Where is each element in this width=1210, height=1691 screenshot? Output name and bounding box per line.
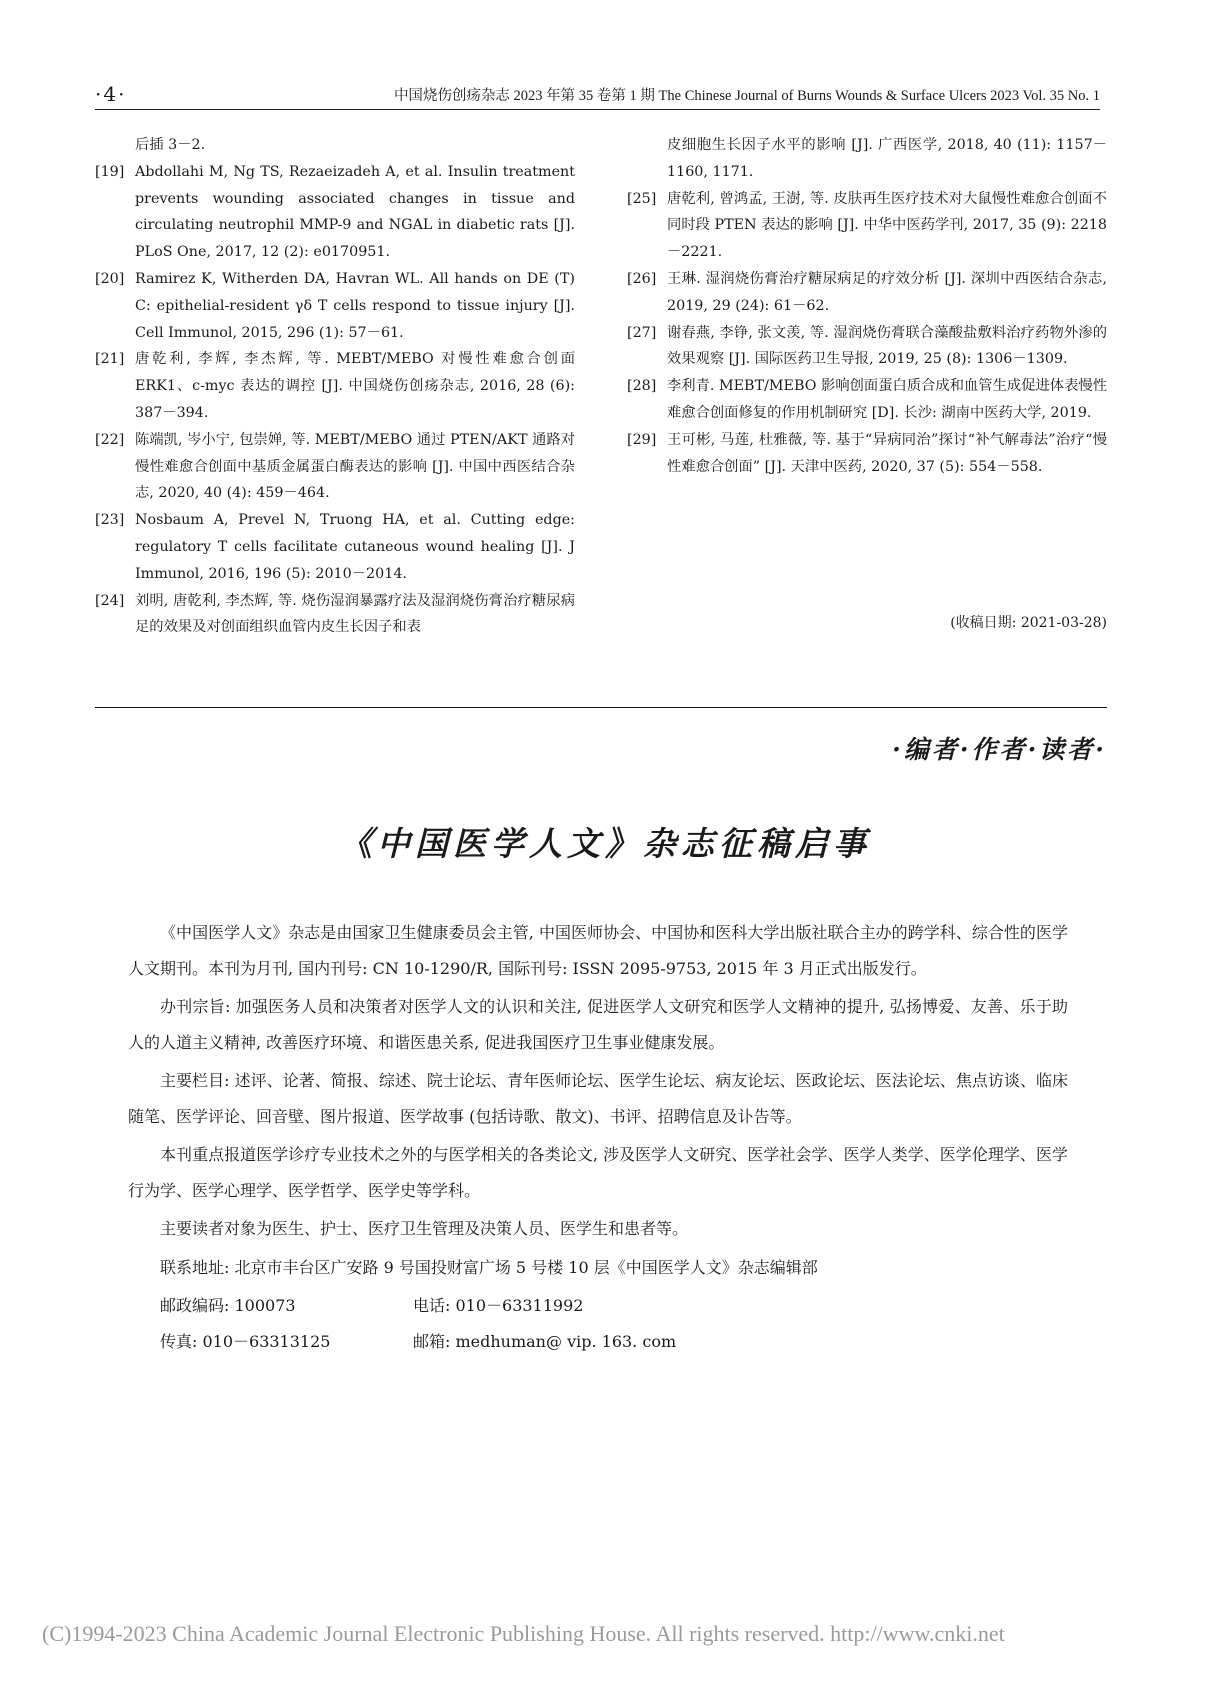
notice-paragraph-intro: 《中国医学人文》杂志是由国家卫生健康委员会主管, 中国医师协会、中国协和医科大学出版社联合主办的跨学科、综合性的医学人文期刊。本刊为月刊, 国内刊号: CN 10-1290/R, 国际刊号: ISSN 2095-9753, 2015 年 3 月正式出版发行。: [128, 923, 1068, 978]
references-left-column: [95, 132, 575, 641]
contact-row-1: [128, 1288, 1068, 1324]
phone: 电话: 010－63311992: [413, 1296, 584, 1315]
received-date: (收稿日期: 2021-03-28): [950, 615, 1107, 631]
reference-26: [26] 王琳. 湿润烧伤膏治疗糖尿病足的疗效分析 [J]. 深圳中西医结合杂志, 2019, 29 (24): 61－62.: [627, 270, 1107, 314]
notice-paragraph-purpose: 办刊宗旨: 加强医务人员和决策者对医学人文的认识和关注, 促进医学人文研究和医学人文精神的提升, 弘扬博爱、友善、乐于助人的人道主义精神, 改善医疗环境、和谐医患关系, 促进我国医疗卫生事业健康发展。: [128, 997, 1068, 1052]
references-right-column: [627, 132, 1107, 480]
page-header: [95, 78, 1100, 110]
postcode: 邮政编码: 100073: [160, 1296, 296, 1315]
contact-row-2: [128, 1324, 1068, 1360]
notice-paragraph-columns: 主要栏目: 述评、论著、简报、综述、院士论坛、青年医师论坛、医学生论坛、病友论坛、医政论坛、医法论坛、焦点访谈、临床随笔、医学评论、回音壁、图片报道、医学故事 (包括诗歌、散文)、书评、招聘信息及讣告等。: [128, 1071, 1068, 1126]
notice-paragraph-readers: 主要读者对象为医生、护士、医疗卫生管理及决策人员、医学生和患者等。: [160, 1219, 689, 1238]
reference-21: [21] 唐乾利, 李辉, 李杰辉, 等. MEBT/MEBO 对慢性难愈合创面 ERK1、c-myc 表达的调控 [J]. 中国烧伤创疡杂志, 2016, 28 (6): 387－394.: [95, 351, 575, 421]
reference-24-continuation: 皮细胞生长因子水平的影响 [J]. 广西医学, 2018, 40 (11): 1157－1160, 1171.: [667, 137, 1107, 180]
notice-body: [128, 915, 1068, 1359]
reference-27: [27] 谢春燕, 李铮, 张文羡, 等. 湿润烧伤膏联合藻酸盐敷料治疗药物外渗的效果观察 [J]. 国际医药卫生导报, 2019, 25 (8): 1306－1309.: [627, 324, 1107, 368]
copyright-footer: (C)1994-2023 China Academic Journal Electronic Publishing House. All rights reserved. http://www.cnki.net: [42, 1621, 1005, 1646]
reference-continuation: 后插 3－2.: [135, 137, 206, 153]
reference-28: [28] 李利青. MEBT/MEBO 影响创面蛋白质合成和血管生成促进体表慢性难愈合创面修复的作用机制研究 [D]. 长沙: 湖南中医药大学, 2019.: [627, 378, 1107, 421]
reference-23: [23] Nosbaum A, Prevel N, Truong HA, et al. Cutting edge: regulatory T cells facilitate cutaneous wound healing [J]. J Immunol, 2016, 196 (5): 2010－2014.: [95, 512, 575, 582]
notice-paragraph-scope: 本刊重点报道医学诊疗专业技术之外的与医学相关的各类论文, 涉及医学人文研究、医学社会学、医学人类学、医学伦理学、医学行为学、医学心理学、医学哲学、医学史等学科。: [128, 1145, 1068, 1200]
reference-22: [22] 陈端凯, 岑小宁, 包崇婵, 等. MEBT/MEBO 通过 PTEN/AKT 通路对慢性难愈合创面中基质金属蛋白酶表达的影响 [J]. 中国中西医结合杂志, 2020, 40 (4): 459－464.: [95, 431, 575, 502]
reference-24: [24] 刘明, 唐乾利, 李杰辉, 等. 烧伤湿润暴露疗法及湿润烧伤膏治疗糖尿病足的效果及对创面组织血管内皮生长因子和表: [95, 592, 575, 636]
running-head: 中国烧伤创疡杂志 2023 年第 35 卷第 1 期 The Chinese Journal of Burns Wounds & Surface Ulcers 2023 Vol. 35 No. 1: [393, 88, 1100, 104]
reference-29: [29] 王可彬, 马莲, 杜雅薇, 等. 基于“异病同治”探讨“补气解毒法”治疗“慢性难愈合创面” [J]. 天津中医药, 2020, 37 (5): 554－558.: [627, 431, 1107, 475]
section-label: ·编者·作者·读者·: [892, 735, 1107, 764]
page-number: ·4·: [95, 82, 127, 106]
notice-paragraph-address: 联系地址: 北京市丰台区广安路 9 号国投财富广场 5 号楼 10 层《中国医学人文》杂志编辑部: [160, 1257, 818, 1277]
reference-19: [19] Abdollahi M, Ng TS, Rezaeizadeh A, et al. Insulin treatment prevents wounding associated changes in tissue and circulating neutrophil MMP-9 and NGAL in diabetic rats [J]. PLoS One, 2017, 12 (2): e0170951.: [95, 163, 575, 261]
notice-title: 《中国医学人文》杂志征稿启事: [339, 824, 871, 863]
header-rule: [95, 109, 1100, 110]
reference-20: [20] Ramirez K, Witherden DA, Havran WL. All hands on DE (T) C: epithelial-resident γδ T cells respond to tissue injury [J]. Cell Immunol, 2015, 296 (1): 57－61.: [95, 270, 575, 341]
reference-25: [25] 唐乾利, 曾鸿孟, 王澍, 等. 皮肤再生医疗技术对大鼠慢性难愈合创面不同时段 PTEN 表达的影响 [J]. 中华中医药学刊, 2017, 35 (9): 2218－2221.: [627, 190, 1107, 261]
section-divider: [95, 707, 1107, 708]
email: 邮箱: medhuman@ vip. 163. com: [413, 1331, 677, 1351]
fax: 传真: 010－63313125: [160, 1331, 331, 1351]
